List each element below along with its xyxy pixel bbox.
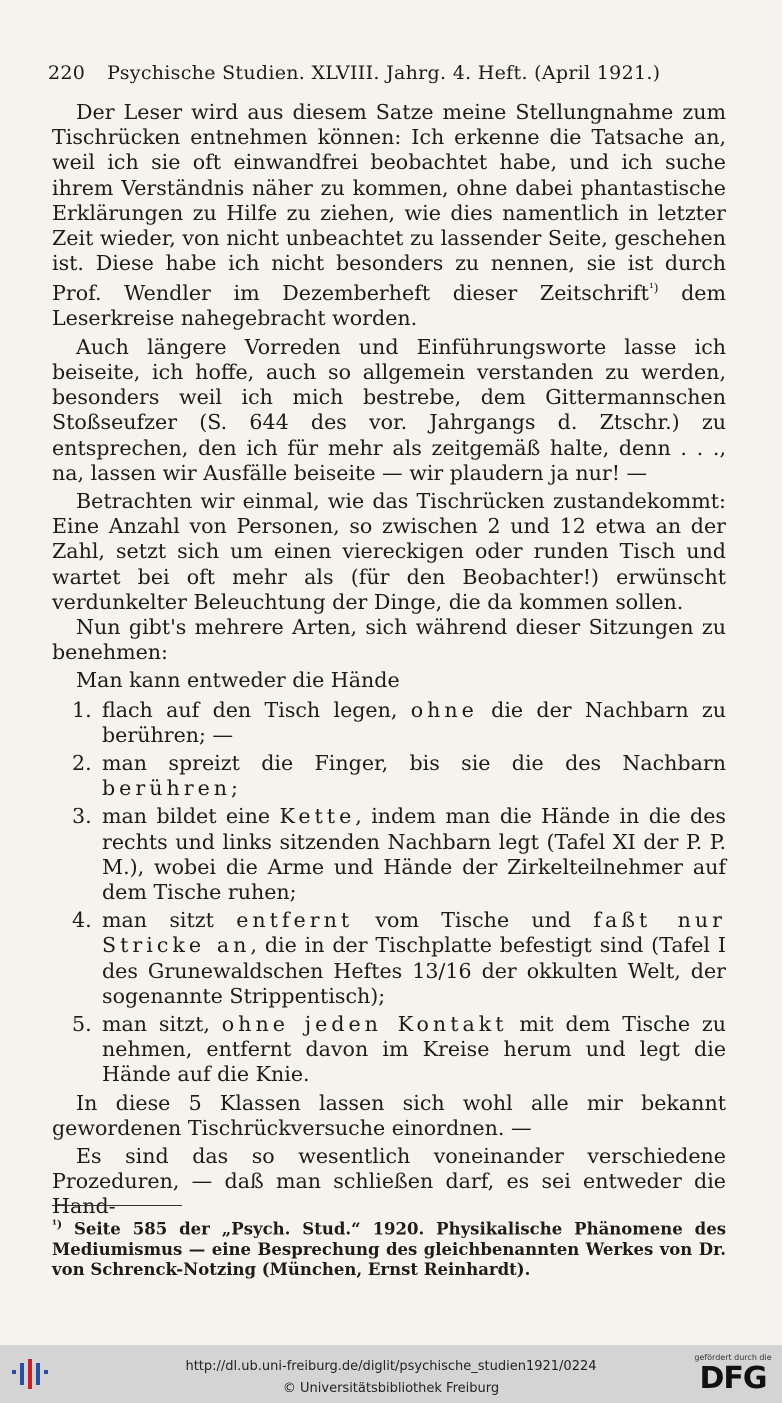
- footnote-mark: ¹): [52, 1218, 63, 1231]
- list-text: vom Tische und: [353, 908, 594, 933]
- list-text: , indem man die Hände in die des rechts und links sitzenden Nachbarn legt (Tafel XI der P. P. M.), wobei die Arme und Hände der Zirkelteilnehmer auf dem Tische ruhen;: [102, 804, 726, 904]
- list-item: [52, 908, 726, 1009]
- list-text: man sitzt,: [102, 1011, 222, 1036]
- list-item: [52, 1012, 726, 1088]
- list-number: 2.: [72, 750, 92, 775]
- paragraph: [52, 100, 726, 332]
- funding-note: gefördert durch die: [694, 1353, 772, 1362]
- paragraph: Es sind das so wesentlich voneinander verschiedene Prozeduren, — daß man schließen darf, es sei entweder die Hand-: [52, 1143, 726, 1219]
- list-text: man spreizt die Finger, bis sie die des Nachbarn: [102, 750, 726, 775]
- emphasis-spaced: faßt nur Stricke an: [102, 908, 726, 958]
- list-text: mit dem Tische zu nehmen, entfernt davon im Kreise herum und legt die Hände auf die Knie.: [102, 1011, 726, 1087]
- body-text: [52, 100, 726, 1220]
- paragraph: Man kann entweder die Hände: [76, 668, 400, 693]
- emphasis-spaced: ohne: [410, 697, 478, 722]
- footnote-text: Seite 585 der „Psych. Stud.“ 1920. Physikalische Phänomene des Mediumismus — eine Besprechung des gleichbenannten Werkes von Dr. von Schrenck-Notzing (München, Ernst Reinhardt).: [52, 1219, 726, 1279]
- dfg-logo: DFG: [699, 1361, 767, 1396]
- footnote: [52, 1215, 726, 1280]
- footnote-divider: [52, 1205, 182, 1206]
- running-title: Psychische Studien. XLVIII. Jahrg. 4. Heft. (April 1921.): [107, 62, 661, 84]
- permalink-url[interactable]: http://dl.ub.uni-freiburg.de/diglit/psychische_studien1921/0224: [185, 1359, 597, 1374]
- list-item: [52, 751, 726, 801]
- enumerated-list: [52, 698, 726, 1088]
- emphasis-spaced: entfernt: [236, 908, 354, 933]
- list-text: , die in der Tischplatte befestigt sind (Tafel I des Grunewaldschen Heftes 13/16 der okkulten Welt, der sogenannte Strippentisch);: [102, 933, 726, 1008]
- list-number: 1.: [72, 697, 92, 722]
- paragraph: Betrachten wir einmal, wie das Tischrücken zustandekommt: Eine Anzahl von Personen, so zwischen 2 und 12 etwa an der Zahl, setzt sich um einen viereckigen oder runden Tisch und wartet bei oft mehr als (für den Beobachter!) erwünscht verdunkelter Beleuchtung der Dinge, die da kommen sollen.: [52, 488, 726, 614]
- paragraph: Auch längere Vorreden und Einführungsworte lasse ich beiseite, ich hoffe, auch so allgemein verstanden zu werden, besonders weil ich mich bestrebe, dem Gittermannschen Stoßseufzer (S. 644 des vor. Jahrgangs d. Ztschr.) zu entsprechen, den ich für mehr als zeitgemäß halte, denn . . ., na, lassen wir Ausfälle beiseite — wir plaudern ja nur! —: [52, 334, 726, 485]
- emphasis-spaced: berühren: [102, 776, 232, 801]
- paragraph: Nun gibt's mehrere Arten, sich während dieser Sitzungen zu benehmen:: [52, 614, 726, 665]
- list-number: 4.: [72, 908, 92, 933]
- list-text: die der Nachbarn zu berühren; —: [102, 697, 726, 747]
- paragraph-text: Der Leser wird aus diesem Satze meine Stellungnahme zum Tischrücken entnehmen können: Ich erkenne die Tatsache an, weil ich sie oft einwandfrei beobachtet habe, und ich suche ihrem Verständnis näher zu kommen, ohne dabei phantastische Erklärungen zu Hilfe zu ziehen, wie dies namentlich in letzter Zeit wieder, von nicht unbeachtet zu lassender Seite, geschehen ist. Diese habe ich nicht besonders zu nennen, sie ist durch Prof. Wendler im Dezemberheft dieser Zeitschrift: [52, 100, 726, 306]
- paragraph-text: dem Leserkreise nahegebracht worden.: [52, 281, 726, 331]
- paragraph: In diese 5 Klassen lassen sich wohl alle mir bekannt gewordenen Tischrückversuche einordnen. —: [52, 1090, 726, 1140]
- list-text: ;: [231, 776, 238, 801]
- emphasis-spaced: ohne jeden Kontakt: [221, 1011, 508, 1036]
- list-item: [52, 804, 726, 905]
- viewer-footer-bar: [0, 1345, 782, 1403]
- list-item: [52, 698, 726, 748]
- list-number: 5.: [72, 1011, 92, 1036]
- emphasis-spaced: Kette: [279, 804, 356, 829]
- copyright-notice: © Universitätsbibliothek Freiburg: [282, 1381, 500, 1396]
- page-number: 220: [48, 62, 86, 84]
- list-number: 3.: [72, 804, 92, 829]
- list-text: man sitzt: [102, 908, 237, 933]
- footnote-reference: ¹): [648, 281, 659, 296]
- list-text: man bildet eine: [102, 804, 280, 829]
- list-text: flach auf den Tisch legen,: [102, 697, 411, 722]
- running-header: [48, 62, 738, 84]
